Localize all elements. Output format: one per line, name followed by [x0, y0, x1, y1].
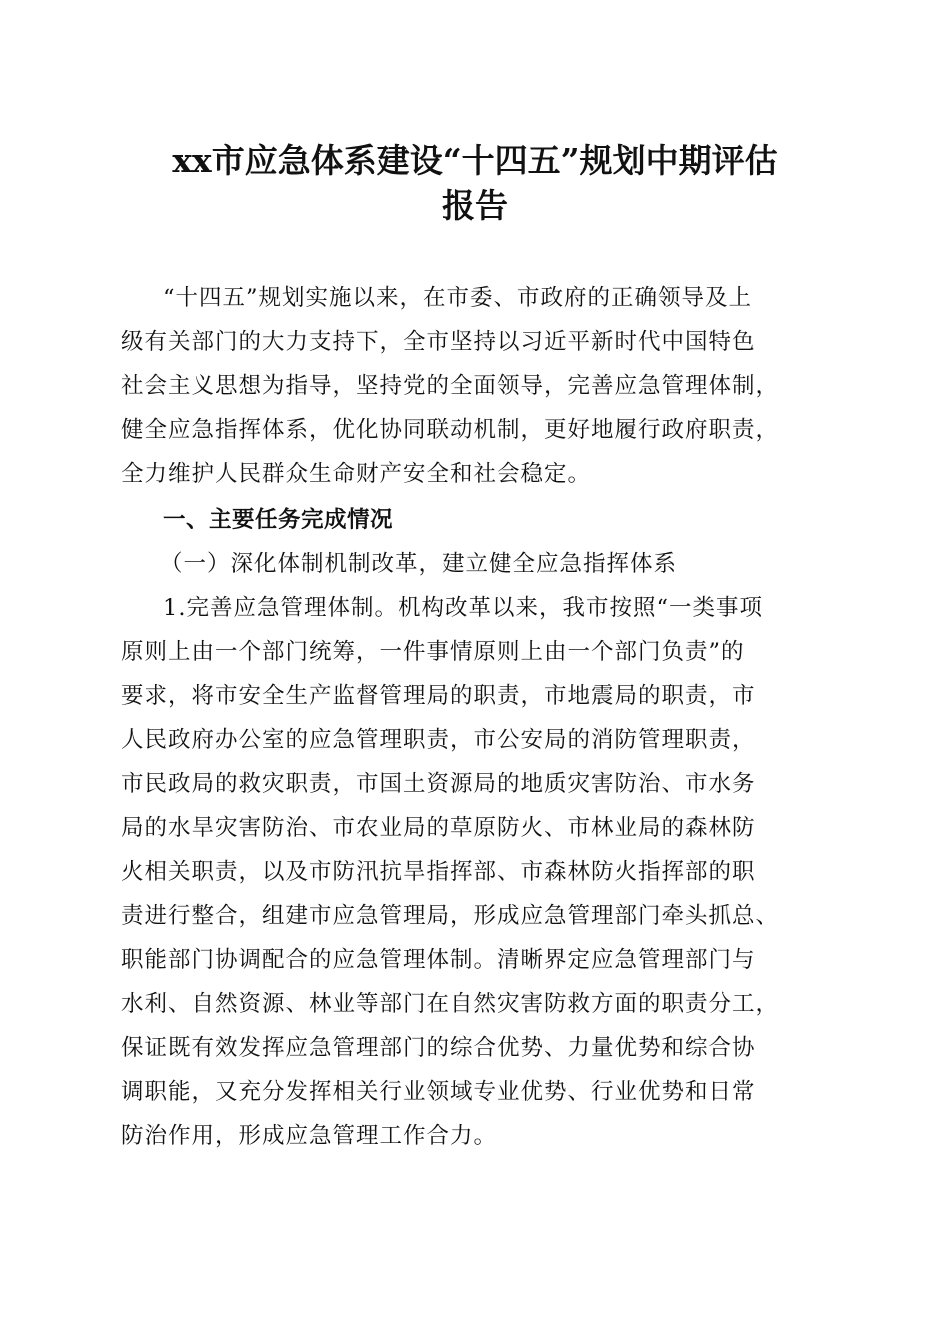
intro-line-5: 全力维护人民群众生命财产安全和社会稳定。 — [121, 461, 592, 487]
item-1-line-7: 火相关职责，以及市防汛抗旱指挥部、市森林防火指挥部的职 — [121, 859, 756, 885]
intro-line-1: “十四五”规划实施以来，在市委、市政府的正确领导及上 — [163, 285, 753, 311]
intro-line-4: 健全应急指挥体系，优化协同联动机制，更好地履行政府职责， — [121, 417, 780, 443]
item-1-line-13: 防治作用，形成应急管理工作合力。 — [121, 1123, 498, 1149]
intro-line-2: 级有关部门的大力支持下，全市坚持以习近平新时代中国特色 — [121, 329, 756, 355]
document-title-line-1: xx市应急体系建设“十四五”规划中期评估 — [172, 141, 778, 180]
item-1-line-6: 局的水旱灾害防治、市农业局的草原防火、市林业局的森林防 — [121, 815, 756, 841]
item-1-line-4: 人民政府办公室的应急管理职责，市公安局的消防管理职责， — [121, 727, 756, 753]
intro-line-3: 社会主义思想为指导，坚持党的全面领导，完善应急管理体制， — [121, 373, 780, 399]
item-1-line-10: 水利、自然资源、林业等部门在自然灾害防救方面的职责分工， — [121, 991, 780, 1017]
document-title-line-2: 报告 — [442, 186, 508, 225]
item-1-line-2: 原则上由一个部门统筹，一件事情原则上由一个部门负责”的 — [121, 639, 745, 665]
section-1-heading: 一、主要任务完成情况 — [163, 507, 394, 533]
item-1-line-1: 1.完善应急管理体制。机构改革以来，我市按照“一类事项 — [163, 595, 763, 621]
item-1-line-12: 调职能，又充分发挥相关行业领域专业优势、行业优势和日常 — [121, 1079, 756, 1105]
item-1-line-9: 职能部门协调配合的应急管理体制。清晰界定应急管理部门与 — [121, 947, 756, 973]
item-1-line-3: 要求，将市安全生产监督管理局的职责，市地震局的职责，市 — [121, 683, 756, 709]
item-1-line-8: 责进行整合，组建市应急管理局，形成应急管理部门牵头抓总、 — [121, 903, 780, 929]
subsection-1-heading: （一）深化体制机制改革，建立健全应急指挥体系 — [160, 551, 678, 577]
item-1-line-11: 保证既有效发挥应急管理部门的综合优势、力量优势和综合协 — [121, 1035, 756, 1061]
item-1-line-5: 市民政局的救灾职责，市国土资源局的地质灾害防治、市水务 — [121, 771, 756, 797]
